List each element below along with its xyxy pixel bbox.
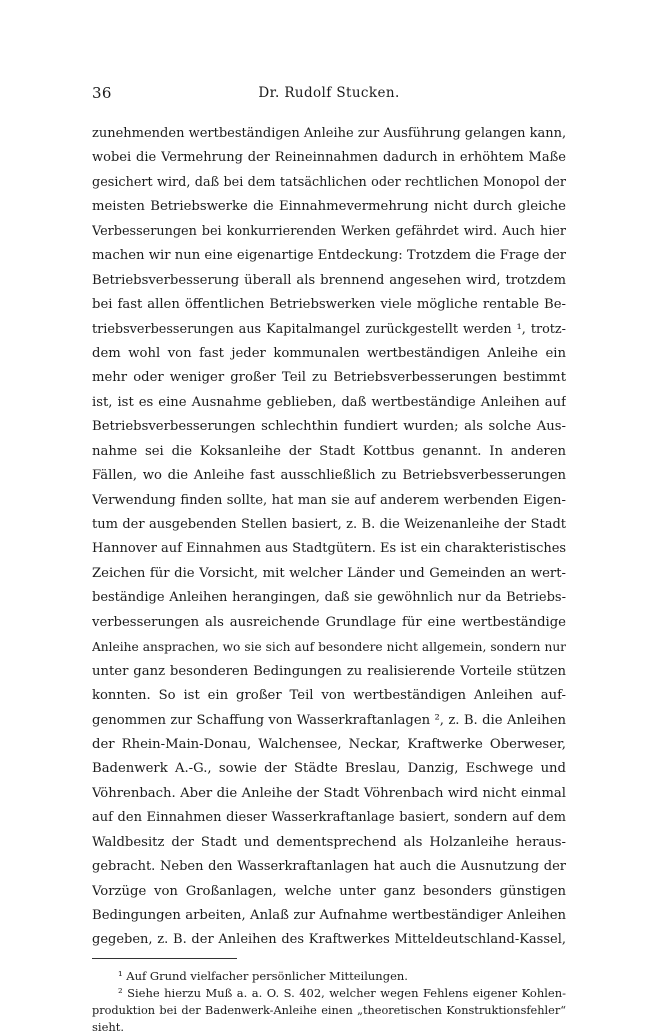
- text-line: Anleihe ansprachen, wo sie sich auf besondere nicht allgemein, sondern nur: [92, 640, 566, 655]
- text-line: auf den Einnahmen dieser Wasserkraftanlage basiert, sondern auf dem: [92, 810, 566, 826]
- text-line: gesichert wird, daß bei dem tatsächlichen oder rechtlichen Monopol der: [92, 174, 566, 190]
- running-head: Dr. Rudolf Stucken.: [258, 85, 400, 101]
- footnote-2-line-3: sieht.: [92, 1019, 125, 1034]
- text-line: Verwendung finden sollte, hat man sie auf anderem werbenden Eigen-: [92, 492, 566, 508]
- text-line: verbesserungen als ausreichende Grundlage für eine wertbeständige: [92, 614, 566, 630]
- text-line: nahme sei die Koksanleihe der Stadt Kottbus genannt. In anderen: [92, 443, 566, 459]
- text-line: Hannover auf Einnahmen aus Stadtgütern. Es ist ein charakteristisches: [92, 541, 566, 557]
- text-line: Verbesserungen bei konkurrierenden Werken gefährdet wird. Auch hier: [92, 223, 566, 239]
- text-line: mehr oder weniger großer Teil zu Betriebsverbesserungen bestimmt: [92, 370, 566, 386]
- page-number: 36: [92, 84, 112, 102]
- text-line: Betriebsverbesserungen schlechthin fundiert wurden; als solche Aus-: [92, 419, 566, 435]
- text-line: tum der ausgebenden Stellen basiert, z. B. die Weizenanleihe der Stadt: [92, 517, 566, 532]
- page-header: [92, 84, 566, 114]
- text-line: Badenwerk A.-G., sowie der Städte Breslau, Danzig, Eschwege und: [92, 761, 566, 777]
- footnote-rule: [92, 958, 237, 959]
- footnote-1: ¹ Auf Grund vielfacher persönlicher Mitteilungen.: [118, 968, 408, 983]
- text-line: gegeben, z. B. der Anleihen des Kraftwerkes Mitteldeutschland-Kassel,: [92, 932, 566, 948]
- text-line: dem wohl von fast jeder kommunalen wertbeständigen Anleihe ein: [92, 345, 566, 361]
- text-line: der Rhein-Main-Donau, Walchensee, Neckar, Kraftwerke Oberweser,: [92, 736, 566, 752]
- footnote-2-line-1: ² Siehe hierzu Muß a. a. O. S. 402, welcher wegen Fehlens eigener Kohlen-: [118, 985, 566, 1000]
- text-line: Zeichen für die Vorsicht, mit welcher Länder und Gemeinden an wert-: [92, 565, 566, 581]
- text-line: beständige Anleihen herangingen, daß sie gewöhnlich nur da Betriebs-: [92, 590, 566, 606]
- text-line: Bedingungen arbeiten, Anlaß zur Aufnahme wertbeständiger Anleihen: [92, 908, 566, 923]
- text-line: Waldbesitz der Stadt und dementsprechend als Holzanleihe heraus-: [92, 834, 566, 850]
- text-line: unter ganz besonderen Bedingungen zu realisierende Vorteile stützen: [92, 663, 566, 679]
- body-text: [92, 122, 566, 953]
- text-line: zunehmenden wertbeständigen Anleihe zur Ausführung gelangen kann,: [92, 126, 566, 141]
- footnotes: [92, 968, 566, 1036]
- text-line: ist, ist es eine Ausnahme geblieben, daß wertbeständige Anleihen auf: [92, 394, 566, 410]
- text-line: triebsverbesserungen aus Kapitalmangel zurückgestellt werden ¹, trotz-: [92, 321, 566, 337]
- text-line: Vorzüge von Großanlagen, welche unter ganz besonders günstigen: [92, 883, 566, 899]
- book-page: [92, 84, 566, 1036]
- footnote-2-line-2: produktion bei der Badenwerk-Anleihe einen „theoretischen Konstruktionsfehler“: [92, 1003, 566, 1017]
- text-line: meisten Betriebswerke die Einnahmevermehrung nicht durch gleiche: [92, 199, 566, 215]
- text-line: genommen zur Schaffung von Wasserkraftanlagen ², z. B. die Anleihen: [92, 712, 566, 728]
- text-line: Betriebsverbesserung überall als brennend angesehen wird, trotzdem: [92, 272, 566, 288]
- text-line: Vöhrenbach. Aber die Anleihe der Stadt Vöhrenbach wird nicht einmal: [92, 785, 566, 801]
- text-line: bei fast allen öffentlichen Betriebswerken viele mögliche rentable Be-: [92, 297, 566, 313]
- text-line: machen wir nun eine eigenartige Entdeckung: Trotzdem die Frage der: [92, 248, 566, 264]
- text-line: gebracht. Neben den Wasserkraftanlagen hat auch die Ausnutzung der: [92, 859, 566, 875]
- text-line: Fällen, wo die Anleihe fast ausschließlich zu Betriebsverbesserungen: [92, 468, 566, 484]
- text-line: konnten. So ist ein großer Teil von wertbeständigen Anleihen auf-: [92, 688, 566, 704]
- text-line: wobei die Vermehrung der Reineinnahmen dadurch in erhöhtem Maße: [92, 150, 566, 166]
